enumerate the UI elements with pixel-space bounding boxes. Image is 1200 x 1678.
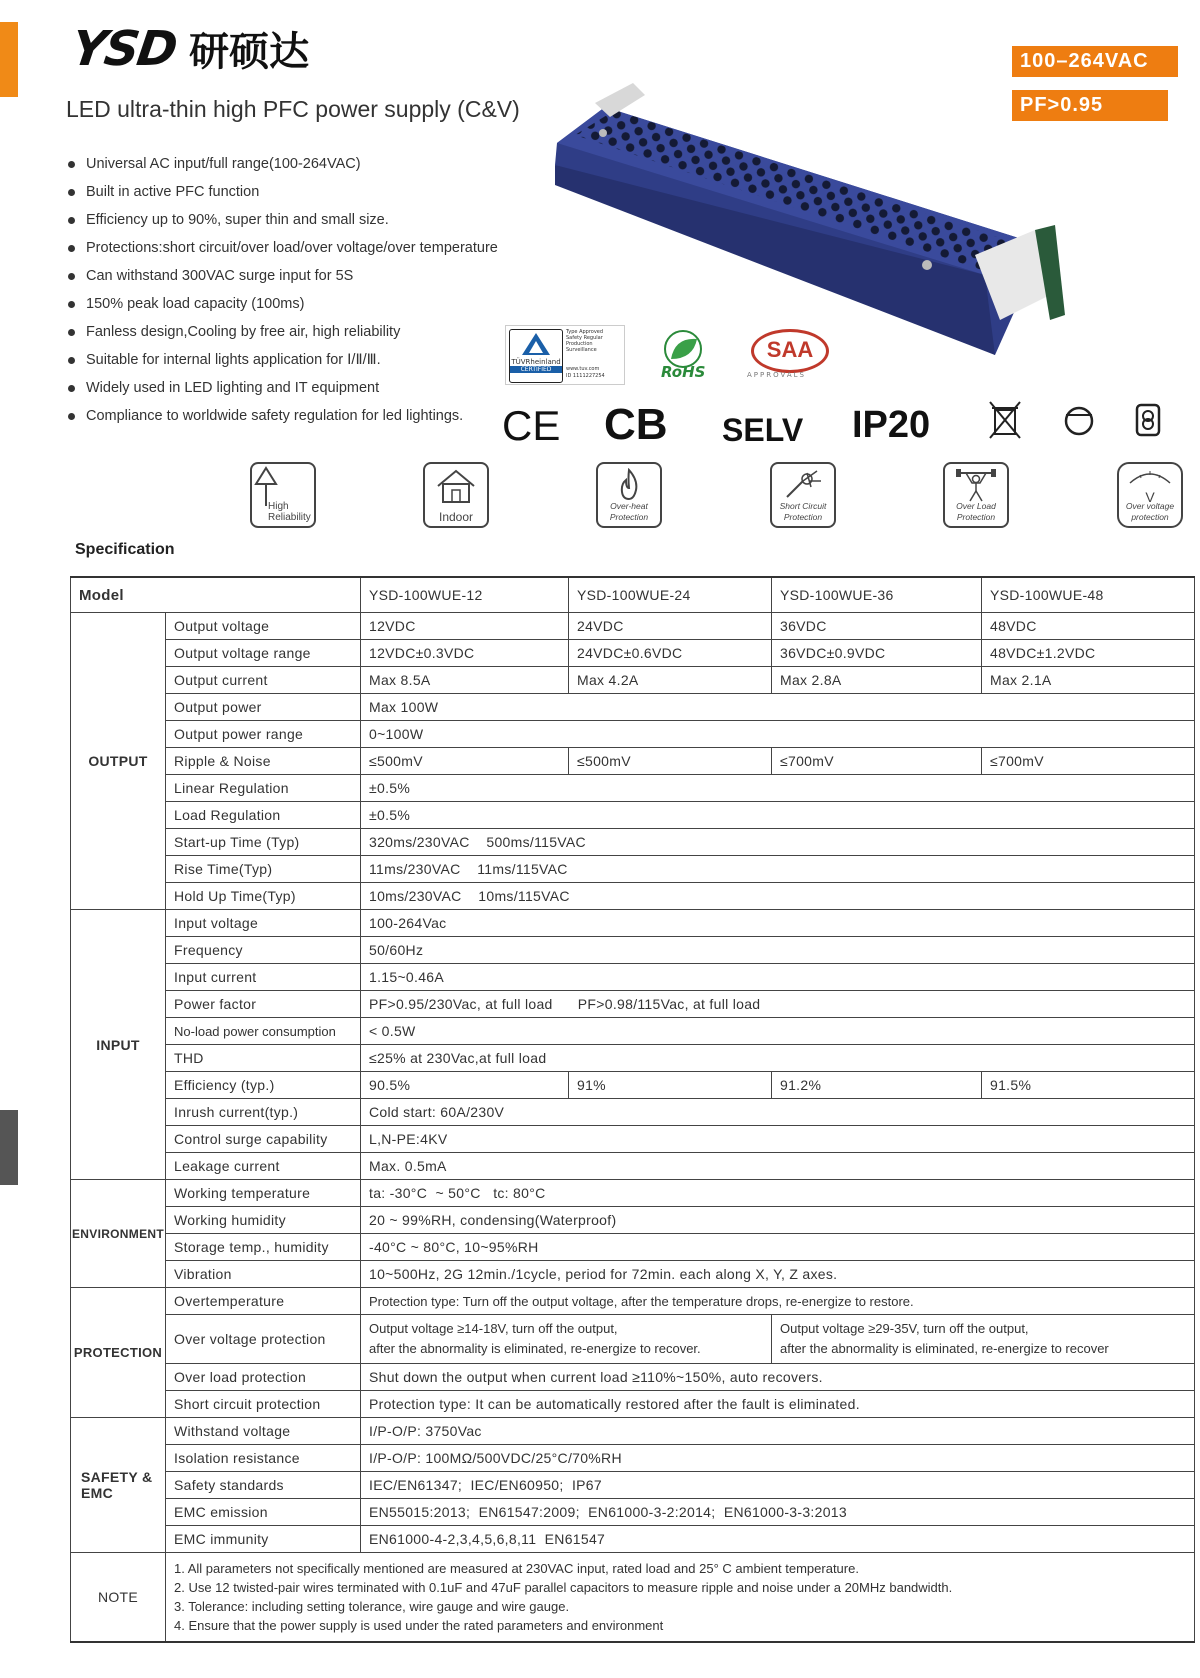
tuv-brand: TÜVRheinland	[511, 358, 561, 366]
overvoltage-left-cell	[361, 1315, 772, 1364]
feature-item: Fanless design,Cooling by free air, high reliability	[66, 318, 498, 346]
spec-value: 48VDC	[982, 613, 1195, 640]
spec-value: 12VDC±0.3VDC	[361, 640, 569, 667]
model-row	[71, 577, 1195, 613]
spec-label: EMC immunity	[166, 1526, 361, 1553]
spec-label: Hold Up Time(Typ)	[166, 883, 361, 910]
spec-label: Power factor	[166, 991, 361, 1018]
spec-label: THD	[166, 1045, 361, 1072]
overvoltage-right-line: Output voltage ≥29-35V, turn off the output,	[780, 1321, 1029, 1336]
spec-value: EN61000-4-2,3,4,5,6,8,11 EN61547	[361, 1526, 1195, 1553]
spec-row	[71, 1261, 1195, 1288]
spec-value: Shut down the output when current load ≥110%~150%, auto recovers.	[361, 1364, 1195, 1391]
spec-value: Max. 0.5mA	[361, 1153, 1195, 1180]
spec-label: Control surge capability	[166, 1126, 361, 1153]
spec-label: Safety standards	[166, 1472, 361, 1499]
spec-value: 91.2%	[772, 1072, 982, 1099]
spec-value: 24VDC±0.6VDC	[569, 640, 772, 667]
spec-value: ≤500mV	[569, 748, 772, 775]
spec-row	[71, 1364, 1195, 1391]
cb-mark: CB	[604, 400, 668, 449]
spec-label: Isolation resistance	[166, 1445, 361, 1472]
ce-mark: CE	[502, 402, 561, 449]
note-line: 2. Use 12 twisted-pair wires terminated with 0.1uF and 47uF parallel capacitors to measure ripple and noise under a 20MHz bandwidth.	[174, 1580, 953, 1595]
feature-list	[66, 150, 498, 430]
tuv-triangle-icon	[521, 332, 551, 356]
spec-value: -40°C ~ 80°C, 10~95%RH	[361, 1234, 1195, 1261]
spec-row	[71, 1391, 1195, 1418]
brand-logo	[68, 20, 310, 77]
overvoltage-right-cell	[772, 1315, 1195, 1364]
spec-row	[71, 613, 1195, 640]
tuv-text: Type Approved Safety Regular Production Surveillance	[566, 329, 604, 353]
spec-value: 12VDC	[361, 613, 569, 640]
spec-value: IEC/EN61347; IEC/EN60950; IP67	[361, 1472, 1195, 1499]
tuv-logo	[509, 329, 563, 383]
spec-row	[71, 1018, 1195, 1045]
spec-value: 91.5%	[982, 1072, 1195, 1099]
tuv-cert	[505, 325, 625, 385]
spec-label: EMC emission	[166, 1499, 361, 1526]
spec-row	[71, 1180, 1195, 1207]
spec-row	[71, 1526, 1195, 1553]
spec-label: Withstand voltage	[166, 1418, 361, 1445]
pf-badge: PF>0.95	[1012, 90, 1168, 121]
spec-value: 100-264Vac	[361, 910, 1195, 937]
spec-row	[71, 1472, 1195, 1499]
spec-value: Max 100W	[361, 694, 1195, 721]
spark-icon	[781, 467, 825, 501]
spec-label: Output voltage	[166, 613, 361, 640]
spec-row	[71, 1207, 1195, 1234]
spec-value: ≤700mV	[772, 748, 982, 775]
spec-value: 320ms/230VAC 500ms/115VAC	[361, 829, 1195, 856]
feature-item: Built in active PFC function	[66, 178, 498, 206]
spec-value: ≤25% at 230Vac,at full load	[361, 1045, 1195, 1072]
short-circuit-icon-box	[770, 462, 836, 528]
spec-value: I/P-O/P: 100MΩ/500VDC/25°C/70%RH	[361, 1445, 1195, 1472]
logo-chinese-name: 研硕达	[189, 29, 310, 75]
spec-row	[71, 694, 1195, 721]
icon-label: Over voltage protection	[1125, 501, 1175, 522]
spec-row	[71, 964, 1195, 991]
spec-value: 20 ~ 99%RH, condensing(Waterproof)	[361, 1207, 1195, 1234]
spec-label: Vibration	[166, 1261, 361, 1288]
overvoltage-left-line: Output voltage ≥14-18V, turn off the output,	[369, 1321, 618, 1336]
spec-value: 36VDC±0.9VDC	[772, 640, 982, 667]
spec-row	[71, 775, 1195, 802]
section-safety: SAFETY & EMC	[71, 1418, 166, 1553]
section-note: NOTE	[71, 1553, 166, 1643]
spec-label: Input current	[166, 964, 361, 991]
voltage-badge: 100–264VAC	[1012, 46, 1178, 77]
over-heat-icon-box	[596, 462, 662, 528]
tuv-id: ID 1111227254	[566, 373, 605, 379]
saa-text: SAA	[751, 329, 829, 373]
spec-label: Storage temp., humidity	[166, 1234, 361, 1261]
spec-row	[71, 1126, 1195, 1153]
model-cell: YSD-100WUE-12	[361, 577, 569, 613]
spec-label: No-load power consumption	[166, 1018, 361, 1045]
spec-row	[71, 802, 1195, 829]
tuv-url: www.tuv.com	[566, 366, 600, 372]
spec-label: Input voltage	[166, 910, 361, 937]
logo-mark: YSD	[68, 20, 180, 77]
over-load-icon-box	[943, 462, 1009, 528]
spec-row	[71, 1418, 1195, 1445]
spec-value: 0~100W	[361, 721, 1195, 748]
spec-value: 48VDC±1.2VDC	[982, 640, 1195, 667]
spec-row	[71, 883, 1195, 910]
spec-row	[71, 1072, 1195, 1099]
spec-label: Rise Time(Typ)	[166, 856, 361, 883]
orange-side-tab	[0, 22, 18, 97]
spec-label: Output power range	[166, 721, 361, 748]
spec-value: PF>0.95/230Vac, at full load PF>0.98/115Vac, at full load	[361, 991, 1195, 1018]
spec-row	[71, 640, 1195, 667]
tuv-certified: CERTIFIED	[510, 366, 562, 373]
note-row	[71, 1553, 1195, 1643]
arrow-up-icon	[252, 466, 292, 506]
spec-value: Max 2.1A	[982, 667, 1195, 694]
spec-value: L,N-PE:4KV	[361, 1126, 1195, 1153]
spec-label: Load Regulation	[166, 802, 361, 829]
spec-value: ±0.5%	[361, 802, 1195, 829]
section-output: OUTPUT	[71, 613, 166, 910]
feature-item: Can withstand 300VAC surge input for 5S	[66, 262, 498, 290]
spec-value: 50/60Hz	[361, 937, 1195, 964]
spec-value: ≤500mV	[361, 748, 569, 775]
spec-row	[71, 667, 1195, 694]
weightlifter-icon	[954, 467, 998, 503]
indoor-icon-box	[423, 462, 489, 528]
spec-label: Inrush current(typ.)	[166, 1099, 361, 1126]
spec-value: I/P-O/P: 3750Vac	[361, 1418, 1195, 1445]
section-protection: PROTECTION	[71, 1288, 166, 1418]
spec-value: 10~500Hz, 2G 12min./1cycle, period for 72min. each along X, Y, Z axes.	[361, 1261, 1195, 1288]
grey-side-tab	[0, 1110, 18, 1185]
spec-value: 1.15~0.46A	[361, 964, 1195, 991]
model-cell: YSD-100WUE-48	[982, 577, 1195, 613]
spec-row	[71, 829, 1195, 856]
product-title: LED ultra-thin high PFC power supply (C&V)	[66, 96, 520, 122]
power-supply-image	[555, 55, 1135, 385]
spec-value: ±0.5%	[361, 775, 1195, 802]
spec-value: 90.5%	[361, 1072, 569, 1099]
spec-label: Over voltage protection	[166, 1315, 361, 1364]
spec-row	[71, 1445, 1195, 1472]
spec-row	[71, 937, 1195, 964]
ip20-mark: IP20	[852, 404, 931, 446]
feature-item: 150% peak load capacity (100ms)	[66, 290, 498, 318]
note-line: 3. Tolerance: including setting tolerance, wire gauge and wire gauge.	[174, 1599, 570, 1614]
spec-label: Start-up Time (Typ)	[166, 829, 361, 856]
icon-label: Over Load Protection	[956, 501, 996, 522]
spec-row	[71, 910, 1195, 937]
spec-label: Over load protection	[166, 1364, 361, 1391]
rohs-text: RoHS	[661, 363, 706, 381]
notes-cell	[166, 1553, 1195, 1643]
feature-item: Efficiency up to 90%, super thin and small size.	[66, 206, 498, 234]
rohs-logo	[657, 329, 709, 381]
voltmeter-symbol: V	[1145, 489, 1155, 505]
spec-row	[71, 1099, 1195, 1126]
spec-label: Output voltage range	[166, 640, 361, 667]
spec-label: Ripple & Noise	[166, 748, 361, 775]
spec-row	[71, 721, 1195, 748]
feature-item: Suitable for internal lights application for Ⅰ/Ⅱ/Ⅲ.	[66, 346, 498, 374]
spec-label: Overtemperature	[166, 1288, 361, 1315]
spec-value: EN55015:2013; EN61547:2009; EN61000-3-2:2014; EN61000-3-3:2013	[361, 1499, 1195, 1526]
spec-row	[71, 1153, 1195, 1180]
spec-row	[71, 1234, 1195, 1261]
high-reliability-icon-box	[250, 462, 316, 528]
icon-label: Short Circuit Protection	[779, 501, 827, 522]
spec-label: Short circuit protection	[166, 1391, 361, 1418]
spec-table	[70, 576, 1195, 1643]
overvoltage-left-line: after the abnormality is eliminated, re-energize to recover.	[369, 1341, 701, 1356]
spec-value: Protection type: It can be automatically restored after the fault is eliminated.	[361, 1391, 1195, 1418]
spec-label: Output current	[166, 667, 361, 694]
icon-label: Over-heat Protection	[609, 501, 649, 522]
flame-icon	[614, 468, 644, 502]
spec-label: Efficiency (typ.)	[166, 1072, 361, 1099]
saa-logo	[743, 329, 833, 384]
class-symbol-icon	[1062, 404, 1096, 438]
spec-value: ta: -30°C ~ 50°C tc: 80°C	[361, 1180, 1195, 1207]
note-line: 1. All parameters not specifically mentioned are measured at 230VAC input, rated load and 25° C ambient temperature.	[174, 1561, 859, 1576]
house-icon	[434, 468, 478, 504]
section-input: INPUT	[71, 910, 166, 1180]
spec-row	[71, 1045, 1195, 1072]
spec-value: Max 8.5A	[361, 667, 569, 694]
spec-row	[71, 991, 1195, 1018]
saa-subtitle: APPROVALS	[747, 371, 806, 379]
spec-value: 10ms/230VAC 10ms/115VAC	[361, 883, 1195, 910]
spec-row	[71, 1315, 1195, 1364]
transformer-symbol-icon	[1134, 402, 1162, 438]
note-line: 4. Ensure that the power supply is used under the rated parameters and environment	[174, 1618, 664, 1633]
spec-value: < 0.5W	[361, 1018, 1195, 1045]
spec-label: Working temperature	[166, 1180, 361, 1207]
spec-value: Max 4.2A	[569, 667, 772, 694]
model-cell: YSD-100WUE-36	[772, 577, 982, 613]
spec-value: 11ms/230VAC 11ms/115VAC	[361, 856, 1195, 883]
feature-item: Protections:short circuit/over load/over voltage/over temperature	[66, 234, 498, 262]
feature-item: Compliance to worldwide safety regulation for led lightings.	[66, 402, 498, 430]
spec-row	[71, 748, 1195, 775]
feature-item: Widely used in LED lighting and IT equipment	[66, 374, 498, 402]
feature-item: Universal AC input/full range(100-264VAC)	[66, 150, 498, 178]
spec-label: Leakage current	[166, 1153, 361, 1180]
spec-value: Max 2.8A	[772, 667, 982, 694]
model-label: Model	[71, 577, 361, 613]
spec-title: Specification	[75, 541, 175, 558]
spec-row	[71, 856, 1195, 883]
model-cell: YSD-100WUE-24	[569, 577, 772, 613]
spec-value: 36VDC	[772, 613, 982, 640]
selv-mark: SELV	[722, 412, 804, 448]
spec-value: Protection type: Turn off the output voltage, after the temperature drops, re-energize to restore.	[361, 1288, 1195, 1315]
spec-row	[71, 1499, 1195, 1526]
spec-row	[71, 1288, 1195, 1315]
voltmeter-icon	[1125, 467, 1175, 487]
weee-bin-icon	[987, 398, 1023, 442]
icon-label: High Reliability	[268, 501, 311, 523]
spec-label: Output power	[166, 694, 361, 721]
spec-label: Working humidity	[166, 1207, 361, 1234]
spec-value: ≤700mV	[982, 748, 1195, 775]
spec-label: Linear Regulation	[166, 775, 361, 802]
overvoltage-right-line: after the abnormality is eliminated, re-energize to recover	[780, 1341, 1109, 1356]
icon-label: Indoor	[438, 510, 474, 524]
spec-value: Cold start: 60A/230V	[361, 1099, 1195, 1126]
section-environment: ENVIRONMENT	[71, 1180, 166, 1288]
over-voltage-icon-box	[1117, 462, 1183, 528]
spec-value: 91%	[569, 1072, 772, 1099]
spec-label: Frequency	[166, 937, 361, 964]
spec-value: 24VDC	[569, 613, 772, 640]
